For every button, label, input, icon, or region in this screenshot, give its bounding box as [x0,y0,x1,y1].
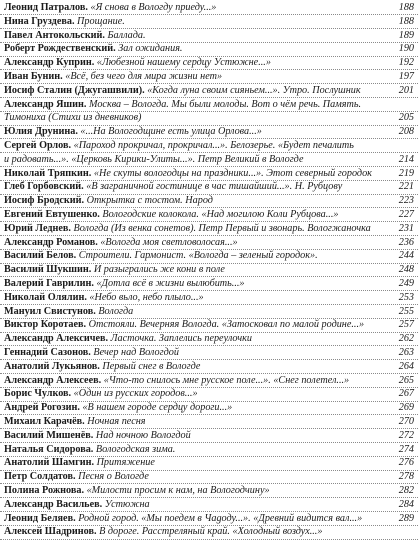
toc-author: Василий Белов. [4,250,77,262]
toc-entry-text [4,429,390,443]
toc-entry-text [4,387,390,401]
toc-entry [4,56,414,70]
toc-entry-text [4,84,390,98]
toc-entry-text [4,346,390,360]
toc-entry [4,443,414,457]
toc-author: Алексей Шадринов. [4,526,97,538]
toc-title: Вологда (Из венка сонетов). Петр Первый и звонарь. Вологжаночка [73,222,371,234]
toc-entry [4,1,414,15]
toc-author: Юлия Друнина. [4,126,78,138]
toc-entry [4,208,414,222]
toc-entry-text [4,98,390,112]
toc-entry [4,15,414,29]
toc-title: «Вологда моя светловолосая...» [100,236,238,248]
toc-page-number: 197 [398,71,414,82]
toc-author: Виктор Коротаев. [4,319,87,331]
toc-entry [4,236,414,250]
toc-page-number: 289 [398,512,414,524]
toc-entry-text [4,42,390,56]
toc-page-number: 276 [398,457,414,469]
toc-entry [4,415,414,429]
toc-author: Василий Шукшин. [4,264,92,276]
toc-entry [4,222,414,236]
toc-entry-text [4,249,390,263]
toc-title: «Когда луна своим сияньем...». Утро. Послушник [147,84,361,96]
toc-title: Вечер над Вологдой [93,347,179,358]
toc-page-number: 188 [398,2,414,13]
toc-author: Василий Мишенёв. [4,429,94,441]
toc-entry-text [4,29,390,43]
toc-author: Александр Васильев. [4,498,103,510]
toc-entry [4,167,414,181]
toc-entry [4,263,414,277]
toc-author: Петр Солдатов. [4,471,76,483]
toc-page-number: 190 [398,43,414,55]
toc-page-number: 253 [398,291,414,303]
toc-entry [4,153,414,167]
toc-entry [4,98,414,112]
toc-author: Леонид Патралов. [4,2,88,13]
toc-entry-text [4,208,390,222]
toc-author: Борис Чулков. [4,388,72,400]
toc-author: Геннадий Сазонов. [4,347,91,358]
toc-page-number: 278 [398,471,414,483]
toc-page-number: 221 [398,181,414,193]
toc-title: Зал ожидания. [118,43,183,55]
toc-entry-text [4,263,390,277]
toc-author: Иосиф Бродский. [4,195,85,207]
toc-entry [4,125,414,139]
toc-title: Прощание. [77,15,125,27]
toc-entry-text [4,498,390,512]
toc-page-number: 263 [398,347,414,358]
toc-entry [4,70,414,84]
toc-entry-text [4,291,390,305]
toc-entry-text [4,484,390,498]
toc-title: Тимониха (Стихи из дневников) [4,112,142,124]
toc-author: Иосиф Сталин (Джугашвили). [4,84,145,96]
toc-title: «Любезной нашему сердцу Устюжне...» [96,57,271,69]
toc-entry-text [4,153,390,167]
toc-title: Ночная песня [87,416,146,427]
toc-title: Строители. Гармонист. «Вологда – зеленый городок». [78,250,318,262]
toc-entry-text [4,15,390,29]
toc-title: и радовать...». «Церковь Кирики-Улиты...». Петр Великий в Вологде [4,153,304,165]
toc-title: Вологодские колокола. «Над могилою Коли Рубцова...» [102,209,339,220]
toc-entry-text [4,305,390,319]
toc-entry [4,332,414,346]
toc-title: «...На Вологодщине есть улица Орлова...» [80,126,262,138]
toc-entry [4,139,414,153]
toc-entry-text [4,401,390,415]
toc-page-number: 265 [398,374,414,386]
toc-title: «Дотла всё в жизни вылюбить...» [96,278,245,289]
toc-author: Мануил Свистунов. [4,305,96,317]
toc-author: Глеб Горбовский. [4,181,84,193]
toc-entry-text [4,1,390,15]
toc-title: И разыгрались же кони в поле [93,264,225,276]
toc-entry [4,84,414,98]
toc-author: Леонид Беляев. [4,512,76,524]
toc-title: В дороге. Расстреляный край. «Холодный воздух...» [99,526,323,538]
toc-title: Первый снег в Вологде [102,360,201,372]
toc-entry-text [4,167,390,181]
toc-title: Москва – Вологда. Мы были молоды. Вот о чём речь. Память. [88,98,362,110]
toc-entry-text [4,222,390,236]
toc-entry [4,249,414,263]
toc-entry-text [4,125,390,139]
toc-author: Александр Яшин. [4,98,87,110]
toc-page-number: 188 [398,15,414,27]
toc-entry [4,277,414,291]
toc-title: Устюжна [104,498,150,510]
toc-entry [4,374,414,388]
toc-entry-text [4,70,390,84]
toc-entry-text [4,443,390,457]
toc-title: Над ночною Вологдой [95,429,191,441]
toc-entry-text [4,236,390,250]
toc-entry-text [4,415,390,429]
toc-page-number: 284 [398,498,414,510]
toc-entry [4,194,414,208]
toc-title: «Я снова в Вологду приеду...» [90,2,217,13]
toc-title: «Один из русских городов...» [73,388,198,400]
toc-entry-text [4,56,390,70]
toc-title: «Не скуты вологодцы на праздники...». Этот северный городок [93,167,372,179]
toc-entry [4,291,414,305]
toc-title: Вологда [98,305,134,317]
toc-title: Вологодская зима. [95,443,176,455]
toc-entry-text [4,374,390,388]
toc-page-number: 227 [398,209,414,220]
toc-title: Песня о Вологде [78,471,149,483]
toc-entry [4,42,414,56]
toc-author: Роберт Рождественский. [4,43,116,55]
toc-entry [4,387,414,401]
toc-entry [4,456,414,470]
toc-author: Полина Рожнова. [4,485,85,496]
toc-page-number: 269 [398,402,414,414]
toc-title: «В нашем городе сердцу дороги...» [82,402,233,414]
toc-title: Ласточка. Заплелись переулочки [110,333,252,345]
toc-title: «Небо вьло, небо плыло...» [89,291,204,303]
toc-entry [4,318,414,332]
toc-entry-text [4,360,390,374]
toc-author: Анатолий Лукьянов. [4,360,100,372]
toc-author: Нина Груздева. [4,15,75,27]
toc-page-number: 214 [398,153,414,165]
toc-author: Александр Алексичев. [4,333,109,345]
toc-author: Сергей Орлов. [4,140,72,151]
toc-title: «Пароход прокричал, прокричал...». Белозерье. «Будет печалить [73,140,354,151]
toc-entry-text [4,456,390,470]
toc-page-number: 231 [398,222,414,234]
toc-title: «В заграничной гостинице в час тишайший...». Н. Рубцову [86,181,343,193]
toc-author: Николай Олялин. [4,291,87,303]
toc-entry [4,29,414,43]
toc-entry [4,470,414,484]
toc-author: Александр Алексеев. [4,374,102,386]
toc-author: Валерий Гаврилин. [4,278,94,289]
toc-title: Притяжение [96,457,155,469]
toc-entry-text [4,512,390,526]
toc-entry [4,305,414,319]
toc-entry [4,401,414,415]
toc-entry [4,429,414,443]
toc-title: Родной город. «Мы поедем в Чаgоду...». «Древний видится вал...» [78,512,363,524]
toc-entry [4,180,414,194]
toc-page-number: 219 [398,167,414,179]
toc-page-number: 201 [398,84,414,96]
toc-entry [4,346,414,360]
toc-title: Отстояли. Вечерняя Вологда. «Затосковал по малой родине...» [88,319,365,331]
toc-page-number: 267 [398,388,414,400]
toc-page-number: 208 [398,126,414,138]
toc-entry [4,111,414,125]
toc-entry-text [4,111,390,125]
row-divider [0,539,418,541]
toc-entry-text [4,470,390,484]
toc-author: Иван Бунин. [4,71,63,82]
toc-author: Евгений Евтушенко. [4,209,100,220]
toc-page-number: 248 [398,264,414,276]
toc-page-number: 255 [398,305,414,317]
toc-entry-text [4,318,390,332]
toc-title: «Что-то снилось мне русское поле...». «Снег полетел...» [103,374,350,386]
toc-author: Александр Романов. [4,236,98,248]
toc-author: Анатолий Шамгин. [4,457,95,469]
toc-entry-text [4,525,390,539]
toc-entry [4,525,414,539]
toc-page-number: 257 [398,319,414,331]
toc-page-number: 264 [398,360,414,372]
toc-page-number: 189 [398,29,414,41]
toc-page-number: 205 [398,112,414,124]
toc-page-number: 274 [398,443,414,455]
toc-page-number: 272 [398,429,414,441]
toc-author: Наталья Сидорова. [4,443,94,455]
toc-title: Баллада. [107,29,146,41]
toc-entry [4,360,414,374]
toc-page-number: 262 [398,333,414,345]
toc-entry-text [4,277,390,291]
toc-page-number: 236 [398,236,414,248]
toc-title: Открытка с тостом. Народ [86,195,213,207]
toc-page-number: 249 [398,278,414,289]
toc-entry-text [4,194,390,208]
toc-title: «Всё, без чего для мира жизни нет» [65,71,223,82]
toc-entry-text [4,139,390,153]
toc-page-number: 223 [398,195,414,207]
toc-entry-text [4,332,390,346]
toc-title: «Милости просим к нам, на Вологодчину» [86,485,270,496]
toc-entry-text [4,180,390,194]
toc-page-number: 244 [398,250,414,262]
toc-author: Юрий Леднев. [4,222,71,234]
toc-author: Александр Куприн. [4,57,95,69]
toc-author: Михаил Карачёв. [4,416,85,427]
toc-author: Андрей Рогозин. [4,402,80,414]
toc-page-number: 270 [398,416,414,427]
toc-author: Николай Тряпкин. [4,167,92,179]
toc-page-number: 192 [398,57,414,69]
toc-entry [4,498,414,512]
toc-entry [4,484,414,498]
toc-page-number: 282 [398,485,414,496]
toc-author: Павел Антокольский. [4,29,105,41]
toc-entry [4,512,414,526]
